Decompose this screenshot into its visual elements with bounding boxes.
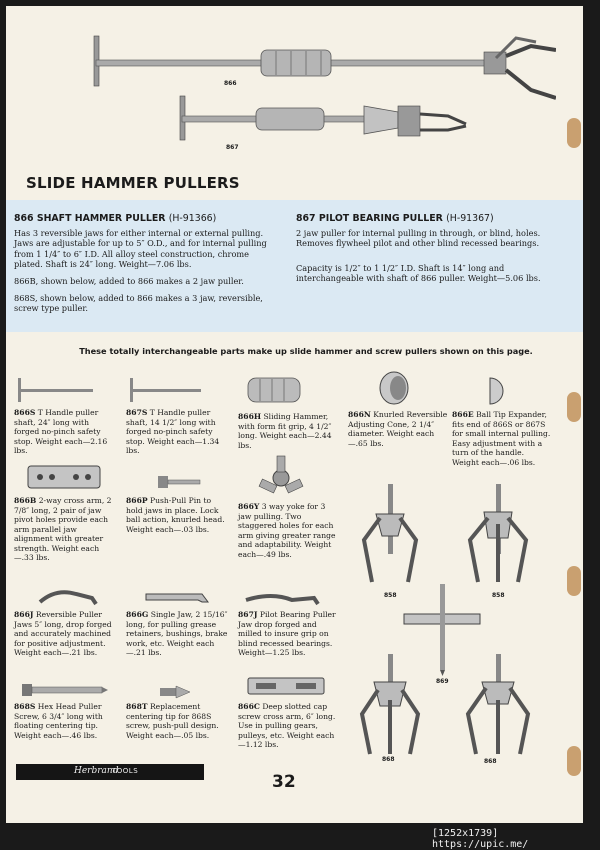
part-867j: 867J Pilot Bearing Puller Jaw drop forged and milled to insure grip on blind recessed bearings. Weight—1.25 lbs. [238, 610, 336, 657]
part-866s: 866S T Handle puller shaft, 24″ long with forged no-pinch safety stop. Weight each—2.16 lbs. [14, 408, 108, 455]
part-866p: 866P Push-Pull Pin to hold jaws in place. Lock ball action, knurled head. Weight each—.03 lbs. [126, 496, 225, 534]
part-868t: 868T Replacement centering tip for 868S screw, push-pull design. Weight each—.05 lbs. [126, 702, 219, 740]
part-867s: 867S T Handle puller shaft, 14 1/2″ long with forged no-pinch safety stop. Weight each—1.34 lbs. [126, 408, 220, 455]
part-866c: 866C Deep slotted cap screw cross arm, 6″ long. Use in pulling gears, pulleys, etc. Weight each—1.12 lbs. [238, 702, 336, 749]
assembled-pullers-illustration [358, 484, 578, 774]
brand-logo: Herbrand [74, 766, 119, 776]
page-number: 32 [272, 772, 296, 792]
puller-858-label: 858 [492, 592, 505, 599]
part-866g-illustration [142, 588, 214, 610]
product-866-paragraph: 868S, shown below, added to 866 makes a 3 jaw, reversible, screw type puller. [14, 292, 263, 314]
puller-866-label: 866 [224, 80, 237, 87]
puller-869-label: 869 [436, 678, 449, 685]
part-866j: 866J Reversible Puller Jaws 5″ long, drop forged and accurately machined for positive adjustment. Weight each—.21 lbs. [14, 610, 112, 657]
part-866b: 866B 2-way cross arm, 2 7/8″ long, 2 pair of jaw pivot holes provide each arm parallel jaw alignment with greater strength. Weight each—.33 lbs. [14, 496, 112, 562]
product-867-code: (H-91367) [446, 213, 494, 224]
part-866e-illustration [482, 374, 512, 408]
product-867-heading: 867 PILOT BEARING PULLER [296, 213, 443, 224]
product-866-code: (H-91366) [168, 213, 217, 224]
part-866b-illustration [24, 460, 104, 494]
catalog-page [6, 6, 583, 823]
section-title: SLIDE HAMMER PULLERS [26, 174, 240, 192]
part-867s-illustration [128, 376, 208, 406]
brand-footer-bar [16, 764, 204, 780]
part-866n: 866N Knurled Reversible Adjusting Cone, 2 1/4″ diameter. Weight each—.65 lbs. [348, 410, 448, 448]
part-867j-illustration [242, 588, 322, 610]
part-866g: 866G Single Jaw, 2 15/16″ long, for pulling grease retainers, bushings, brake work, etc. Weight each—.21 lbs. [126, 610, 228, 657]
part-866h-illustration [244, 374, 304, 408]
binder-hole [567, 118, 581, 148]
puller-867-illustration [176, 92, 476, 162]
part-866j-illustration [36, 586, 100, 610]
part-868t-illustration [156, 682, 196, 702]
puller-867-label: 867 [226, 144, 239, 151]
parts-intro: These totally interchangeable parts make up slide hammer and screw pullers shown on this page. [79, 346, 533, 356]
part-866n-illustration [374, 368, 414, 408]
part-866e: 866E Ball Tip Expander, fits end of 866S or 867S for small internal pulling. Easy adjustment with a turn of the handle. Weight each—.06 lbs. [452, 410, 551, 467]
product-867-paragraph: Capacity is 1/2″ to 1 1/2″ I.D. Shaft is 14″ long and interchangeable with shaft of 866 puller. Weight—5.06 lbs. [296, 262, 541, 284]
part-866p-illustration [154, 472, 204, 492]
image-size-stamp: [1252x1739] https://upic.me/ [432, 828, 529, 850]
part-866c-illustration [244, 672, 328, 700]
puller-868-label: 868 [382, 756, 395, 763]
part-866h: 866H Sliding Hammer, with form fit grip, 4 1/2″ long. Weight each—2.44 lbs. [238, 412, 332, 450]
brand-tools-label: TOOLS [112, 767, 139, 775]
product-866-description [14, 214, 276, 320]
product-866-paragraph: 866B, shown below, added to 866 makes a 2 jaw puller. [14, 275, 244, 286]
part-868s: 868S Hex Head Puller Screw, 6 3/4″ long with floating centering tip. Weight each—.46 lbs. [14, 702, 103, 740]
part-866y-illustration [256, 452, 306, 500]
product-867-description [296, 214, 546, 290]
part-866y: 866Y 3 way yoke for 3 jaw pulling. Two staggered holes for each arm giving greater range and adaptability. Weight each—.49 lbs. [238, 502, 336, 559]
product-866-heading: 866 SHAFT HAMMER PULLER [14, 213, 166, 224]
product-867-paragraph: 2 jaw puller for internal pulling in through, or blind, holes. Removes flywheel pilot and other blind recessed bearings. [296, 227, 541, 249]
binder-hole [567, 392, 581, 422]
part-868s-illustration [20, 680, 110, 700]
puller-858-label: 858 [384, 592, 397, 599]
product-866-paragraph: Has 3 reversible jaws for either internal or external pulling. Jaws are adjustable for up to 5″ O.D., and for internal pulling from 1 1/4″ to 6″ I.D. All alloy steel construction, chrome plated. Shaft is 24″ long. Weight—7.06 lbs. [14, 227, 267, 270]
part-866s-illustration [16, 376, 96, 406]
puller-868-label: 868 [484, 758, 497, 765]
